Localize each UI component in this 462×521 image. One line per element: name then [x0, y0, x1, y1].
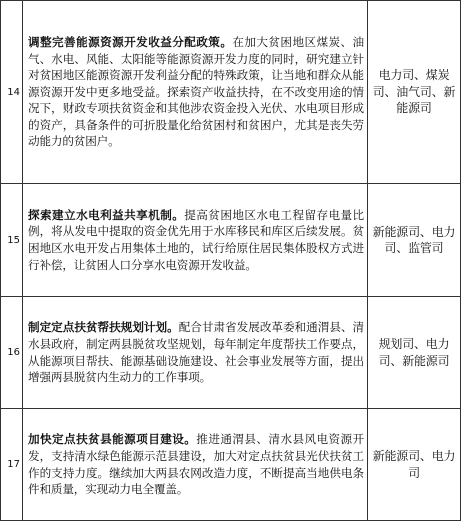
task-content	[23, 409, 368, 521]
row-number: 16	[1, 297, 23, 409]
task-heading: 加快定点扶贫县能源项目建设。	[28, 432, 197, 447]
table-row	[1, 1, 461, 184]
row-number: 15	[1, 184, 23, 297]
responsible-departments: 规划司、电力司、新能源司	[368, 297, 461, 409]
task-description: 在加大贫困地区煤炭、油气、水电、风能、太阳能等能源资源开发力度的同时，研究建立针对贫困地区能源资源开发利益分配的特殊政策，让当地和群众从能源资源开发中更多地受益。探索资产收益扶持，在不改变用途的情况下，财政专项扶贫资金和其他涉农资金投入光伏、水电项目形成的资产，具备条件的可折股量化给贫困村和贫困户，尤其是丧失劳动能力的贫困户。	[28, 34, 364, 149]
table-row	[1, 409, 461, 521]
task-heading: 制定定点扶贫帮扶规划计划。	[28, 320, 179, 335]
row-number: 17	[1, 409, 23, 521]
task-description: 提高贫困地区水电工程留存电量比例，将从发电中提取的资金优先用于水库移民和库区后续发展。贫困地区水电开发占用集体土地的，试行给原住居民集体股权方式进行补偿，让贫困人口分享水电资源开发收益。	[28, 207, 364, 272]
responsible-departments: 新能源司、电力司	[368, 409, 461, 521]
task-heading: 探索建立水电利益共享机制。	[28, 207, 185, 222]
responsible-departments: 电力司、煤炭司、油气司、新能源司	[368, 1, 461, 184]
row-number: 14	[1, 1, 23, 184]
table-row	[1, 297, 461, 409]
task-content	[23, 1, 368, 184]
task-content	[23, 297, 368, 409]
responsible-departments: 新能源司、电力司、监管司	[368, 184, 461, 297]
task-heading: 调整完善能源资源开发收益分配政策。	[28, 34, 233, 49]
task-description: 推进通渭县、清水县风电资源开发，支持清水绿色能源示范县建设，加大对定点扶贫县光伏扶贫工作的支持力度。继续加大两县农网改造力度，不断提高当地供电条件和质量，实现动力电全覆盖。	[28, 432, 365, 497]
table-row	[1, 184, 461, 297]
task-content	[23, 184, 368, 297]
task-description: 配合甘肃省发展改革委和通渭县、清水县政府，制定两县脱贫攻坚规划，每年制定年度帮扶工作要点，从能源项目帮扶、能源基础设施建设、社会事业发展等方面，提出增强两县脱贫内生动力的工作事项。	[28, 320, 364, 385]
